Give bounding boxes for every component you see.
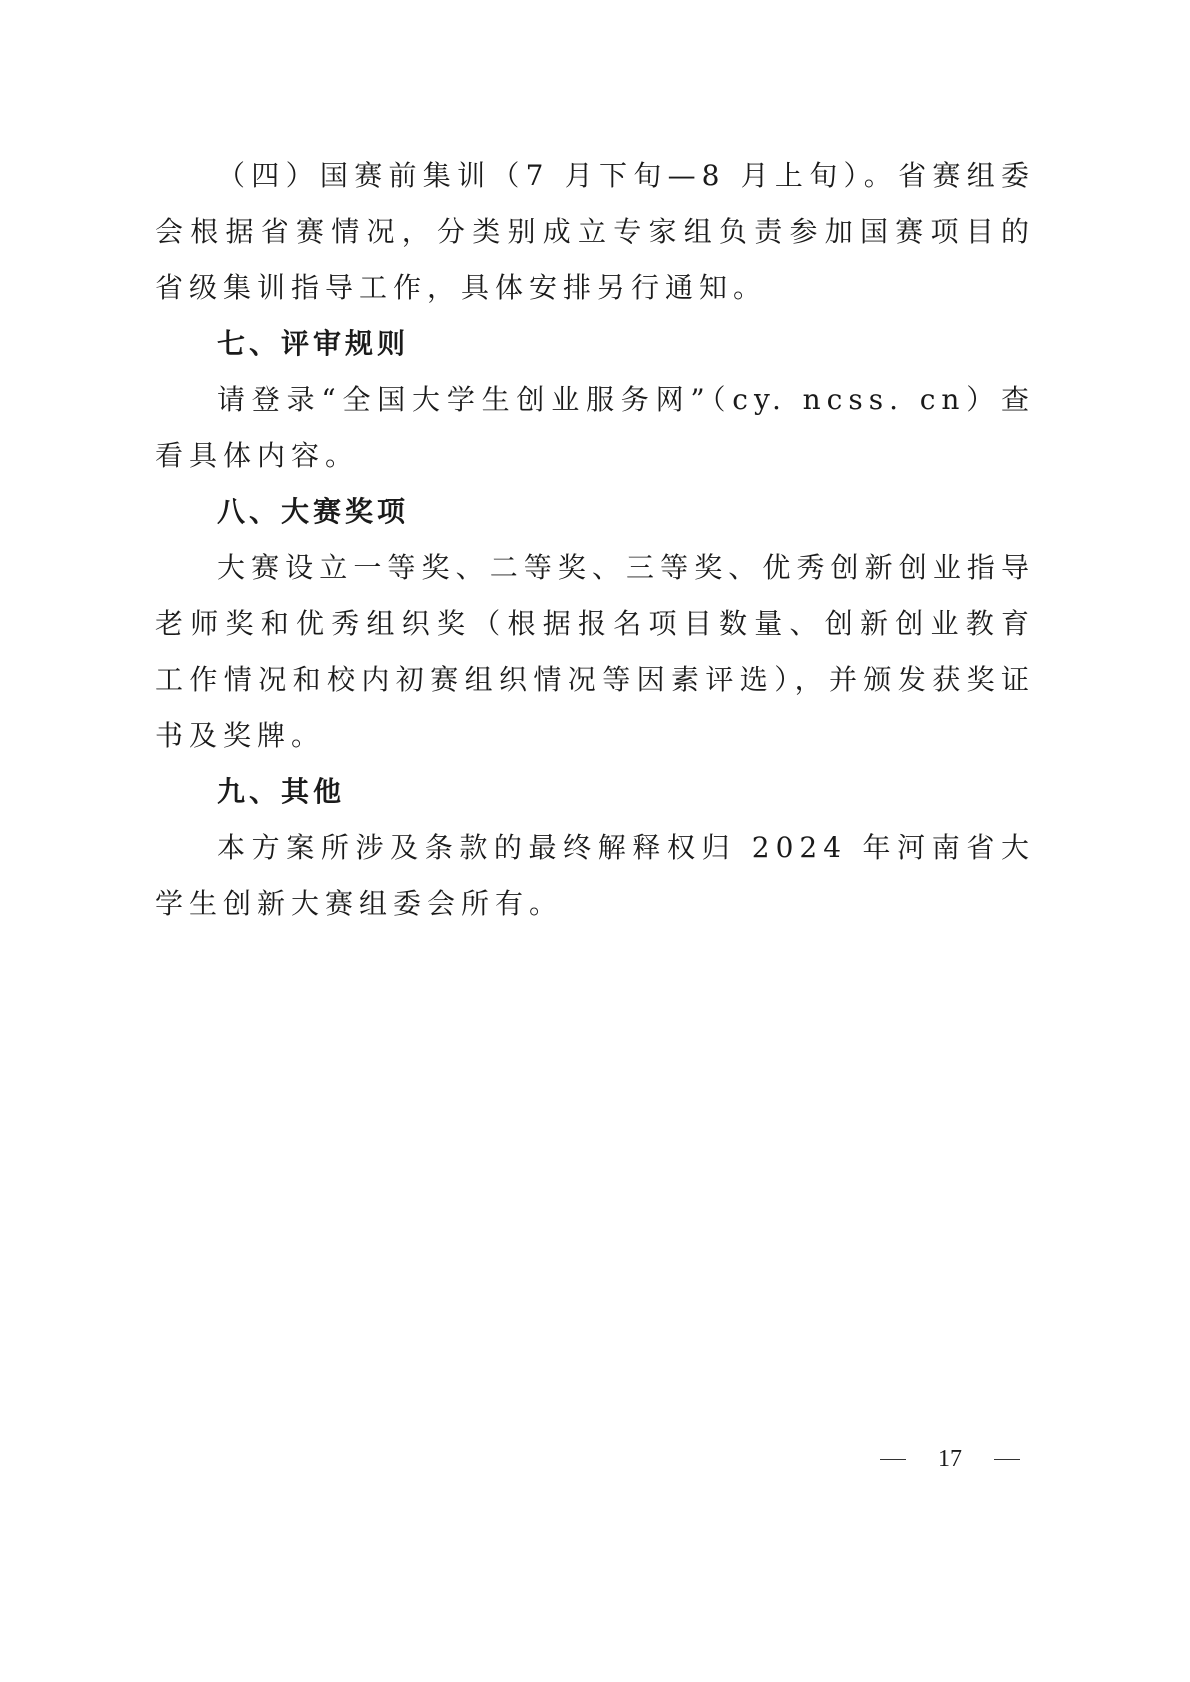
paragraph-awards: 大赛设立一等奖、二等奖、三等奖、优秀创新创业指导老师奖和优秀组织奖（根据报名项目数量、创新创业教育工作情况和校内初赛组织情况等因素评选），并颁发获奖证书及奖牌。 — [155, 551, 1035, 752]
paragraph-national-training: （四）国赛前集训（7 月下旬—8 月上旬）。省赛组委会根据省赛情况，分类别成立专家组负责参加国赛项目的省级集训指导工作，具体安排另行通知。 — [155, 159, 1035, 304]
heading-awards: 八、大赛奖项 — [217, 495, 410, 528]
footer-dash-right — [994, 1459, 1020, 1460]
heading-other: 九、其他 — [217, 775, 346, 808]
page-number: 17 — [938, 1446, 962, 1472]
document-body — [155, 148, 1035, 932]
footer-dash-left — [880, 1459, 906, 1460]
paragraph-review-rules: 请登录“全国大学生创业服务网”（cy. ncss. cn）查看具体内容。 — [155, 383, 1035, 472]
paragraph-other: 本方案所涉及条款的最终解释权归 2024 年河南省大学生创新大赛组委会所有。 — [155, 831, 1035, 920]
heading-review-rules: 七、评审规则 — [217, 327, 410, 360]
page-footer — [880, 1446, 1020, 1473]
